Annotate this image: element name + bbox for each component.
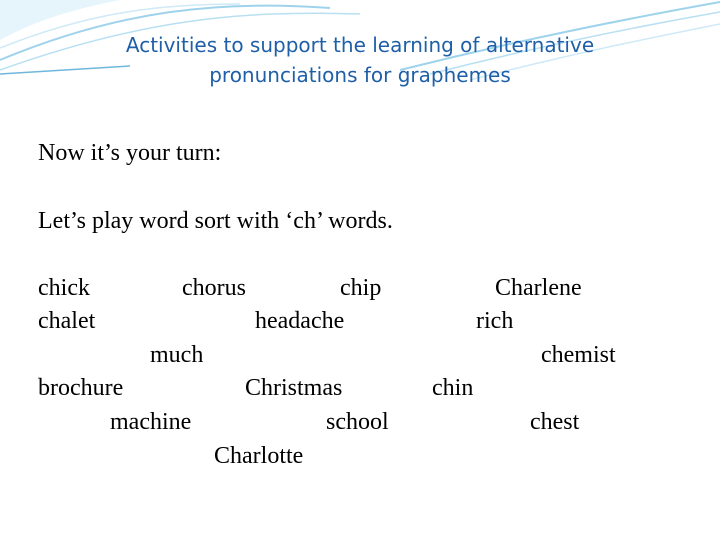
word-rich: rich [476, 308, 514, 334]
word-christmas: Christmas [245, 375, 343, 401]
word-chalet: chalet [38, 308, 96, 334]
word-headache: headache [255, 308, 345, 334]
slide-title [60, 30, 660, 90]
title-line-1: Activities to support the learning of alternative [125, 33, 595, 57]
word-chemist: chemist [541, 342, 616, 368]
word-brochure: brochure [38, 375, 124, 401]
word-charlotte: Charlotte [214, 443, 304, 469]
word-machine: machine [110, 409, 192, 435]
word-chest: chest [530, 409, 580, 435]
word-charlene: Charlene [495, 275, 582, 301]
instruction-text: Now it’s your turn: [38, 140, 222, 166]
word-chorus: chorus [182, 275, 246, 301]
prompt-text: Let’s play word sort with ‘ch’ words. [38, 208, 393, 234]
word-chick: chick [38, 275, 90, 301]
title-line-2: pronunciations for graphemes [209, 63, 511, 87]
word-chip: chip [340, 275, 382, 301]
word-school: school [326, 409, 389, 435]
word-much: much [150, 342, 204, 368]
word-chin: chin [432, 375, 474, 401]
